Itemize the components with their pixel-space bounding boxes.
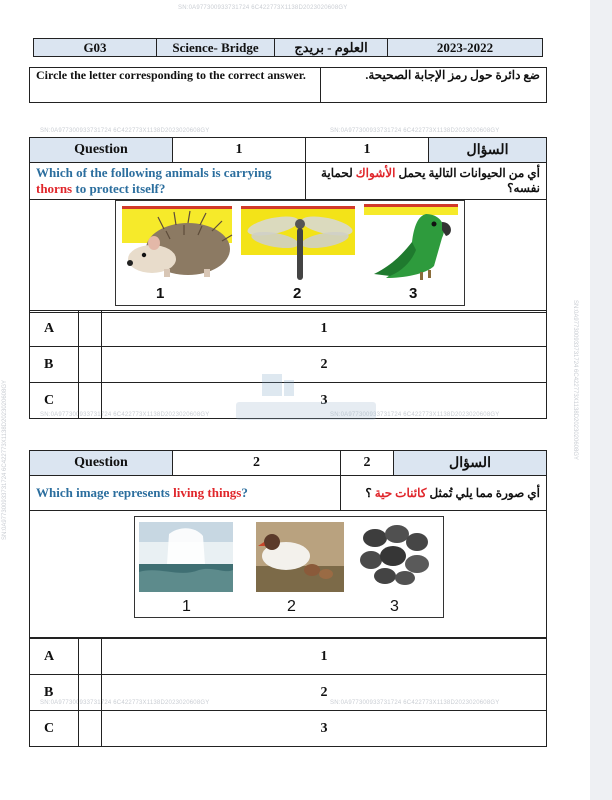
question-text-part: لحماية نفسه؟ xyxy=(321,166,540,195)
watermark-code: SN:0A977300933731724 6C422773X1138D2023020608GY xyxy=(330,412,500,418)
question-text-part: Which image represents xyxy=(36,485,174,500)
dragonfly-image xyxy=(241,206,355,282)
parrot-image xyxy=(364,208,460,284)
watermark-code: SN:0A977300933731724 6C422773X1138D2023020608GY xyxy=(178,5,348,11)
answer-value: 3 xyxy=(102,383,547,419)
question-label: Question xyxy=(30,138,173,163)
watermark-code: SN:0A977300933731724 6C422773X1138D2023020608GY xyxy=(330,128,500,134)
question-2-text-ar xyxy=(341,476,547,511)
answer-blank xyxy=(79,675,102,711)
waterfall-image xyxy=(139,522,233,592)
answer-blank xyxy=(79,711,102,747)
header-table xyxy=(33,38,543,57)
question-text-part: ? xyxy=(241,485,248,500)
instruction-en: Circle the letter corresponding to the correct answer. xyxy=(30,68,321,103)
answer-value: 2 xyxy=(102,347,547,383)
hedgehog-image xyxy=(124,209,234,281)
question-number: 2 xyxy=(173,451,341,476)
answer-blank xyxy=(79,639,102,675)
question-keyword: living things xyxy=(173,485,242,500)
answer-letter[interactable]: A xyxy=(30,639,79,675)
question-text-part: ؟ xyxy=(365,485,375,500)
stones-image xyxy=(357,522,433,588)
answer-value: 1 xyxy=(102,311,547,347)
watermark-code: SN:0A977300933731724 6C422773X1138D2023020608GY xyxy=(330,700,500,706)
question-text-part: to protect itself? xyxy=(72,181,166,196)
watermark-code: SN:0A977300933731724 6C422773X1138D2023020608GY xyxy=(40,412,210,418)
subject-en-cell: Science- Bridge xyxy=(157,39,275,57)
watermark-code: SN:0A977300933731724 6C422773X1138D2023020608GY xyxy=(40,128,210,134)
question-text-part: أي صورة مما يلي تُمثل xyxy=(426,485,540,500)
image-label: 2 xyxy=(293,285,302,302)
question-text-part: أي من الحيوانات التالية يحمل xyxy=(395,166,540,180)
answer-value: 1 xyxy=(102,639,547,675)
instruction-ar: ضع دائرة حول رمز الإجابة الصحيحة. xyxy=(321,68,547,103)
answer-value: 3 xyxy=(102,711,547,747)
answer-row-a[interactable] xyxy=(30,311,547,347)
answer-blank xyxy=(79,347,102,383)
answer-row-c[interactable] xyxy=(30,711,547,747)
question-label-ar: السؤال xyxy=(429,138,547,163)
watermark-code: SN:0A977300933731724 6C422773X1138D2023020608GY xyxy=(2,379,8,540)
grade-cell: G03 xyxy=(34,39,157,57)
question-1-text-en xyxy=(30,163,306,200)
question-number-ar: 1 xyxy=(306,138,429,163)
image-label: 1 xyxy=(156,285,165,302)
question-2-text-en xyxy=(30,476,341,511)
answer-letter[interactable]: B xyxy=(30,675,79,711)
answer-row-a[interactable] xyxy=(30,639,547,675)
birds-image xyxy=(256,522,344,592)
answer-letter[interactable]: C xyxy=(30,383,79,419)
answer-letter[interactable]: C xyxy=(30,711,79,747)
answer-value: 2 xyxy=(102,675,547,711)
answer-letter[interactable]: B xyxy=(30,347,79,383)
question-keyword: الأشواك xyxy=(355,166,396,180)
subject-ar-cell: العلوم - بريدج xyxy=(275,39,388,57)
image-label: 2 xyxy=(287,598,296,615)
question-label: Question xyxy=(30,451,173,476)
image-label: 3 xyxy=(390,598,399,615)
question-text-part: Which of the following animals is carrying xyxy=(36,165,272,180)
question-1-text-ar xyxy=(306,163,547,200)
question-keyword: thorns xyxy=(36,181,73,196)
answer-letter[interactable]: A xyxy=(30,311,79,347)
watermark-code: SN:0A977300933731724 6C422773X1138D2023020608GY xyxy=(40,700,210,706)
question-number: 1 xyxy=(173,138,306,163)
answer-blank xyxy=(79,311,102,347)
image-label: 3 xyxy=(409,285,418,302)
watermark-code: SN:0A977300933731724 6C422773X1138D2023020608GY xyxy=(572,300,578,461)
question-number-ar: 2 xyxy=(341,451,394,476)
page-gutter xyxy=(590,0,612,800)
answer-blank xyxy=(79,383,102,419)
site-logo-watermark xyxy=(232,372,382,424)
instruction-table xyxy=(29,67,547,103)
question-label-ar: السؤال xyxy=(394,451,547,476)
question-2-answers xyxy=(29,638,547,747)
question-keyword: كائنات حية xyxy=(374,485,427,500)
answer-row-b[interactable] xyxy=(30,675,547,711)
year-cell: 2023-2022 xyxy=(388,39,543,57)
image-label: 1 xyxy=(182,598,191,615)
